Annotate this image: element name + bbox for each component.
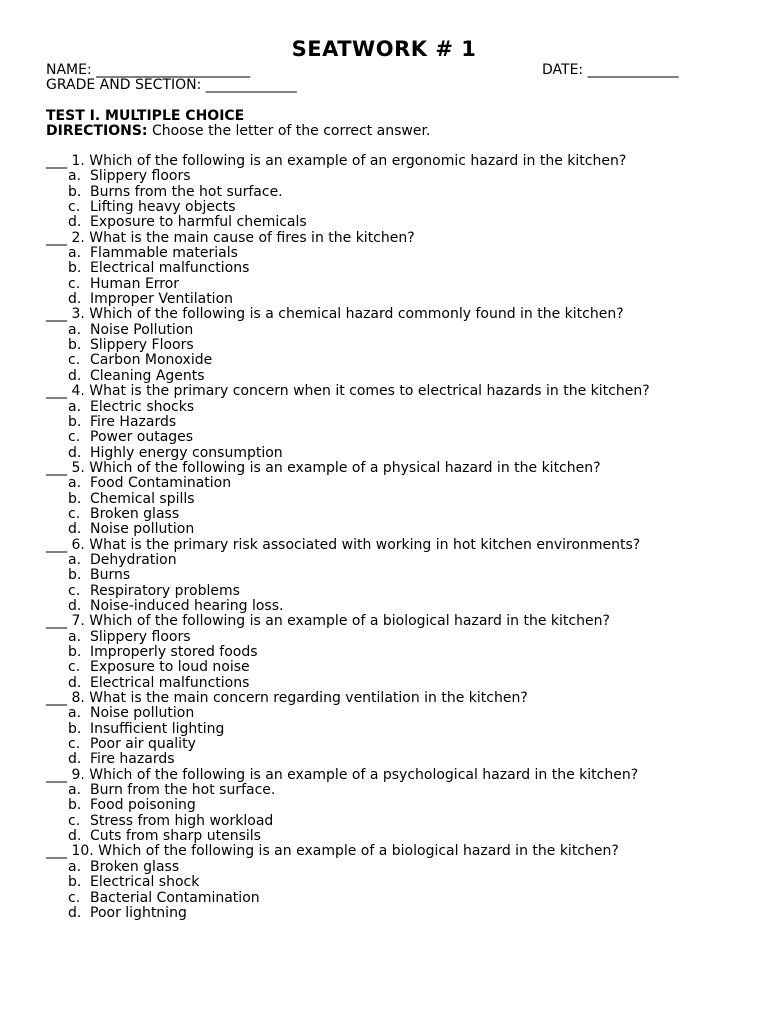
answer-option [46,507,746,522]
directions-text: Choose the letter of the correct answer. [147,123,431,139]
option-letter: d. [68,367,82,384]
answer-option [46,277,746,292]
question-stem: ___ 10. Which of the following is an example of a biological hazard in the kitchen? [46,843,619,860]
option-letter: c. [68,889,81,906]
option-letter: c. [68,275,81,292]
option-text: Broken glass [90,505,180,522]
answer-option [46,338,746,353]
option-text: Lifting heavy objects [90,199,236,216]
answer-option [46,261,746,276]
option-letter: d. [68,444,82,461]
option-text: Broken glass [90,858,180,875]
question-stem: ___ 9. Which of the following is an example of a psychological hazard in the kitchen? [46,766,639,783]
answer-option [46,400,746,415]
date-field-line: DATE: _____________ [542,62,679,78]
answer-option [46,415,746,430]
option-text: Improper Ventilation [90,291,234,308]
option-letter: b. [68,413,82,430]
answer-option [46,860,746,875]
answer-option [46,891,746,906]
option-letter: a. [68,705,82,722]
question-stem: ___ 1. Which of the following is an example of an ergonomic hazard in the kitchen? [46,153,627,169]
option-letter: d. [68,597,82,614]
option-letter: b. [68,337,82,354]
option-text: Noise-induced hearing loss. [90,597,284,614]
option-letter: b. [68,260,82,277]
answer-option [46,369,746,384]
option-letter: a. [68,551,82,568]
option-text: Highly energy consumption [90,444,283,461]
directions [46,123,430,139]
answer-option [46,584,746,599]
option-letter: d. [68,751,82,768]
directions-label: DIRECTIONS: [46,123,148,139]
option-text: Electric shocks [90,398,195,415]
option-letter: c. [68,582,81,599]
option-letter: c. [68,429,81,446]
option-text: Bacterial Contamination [90,889,260,906]
option-letter: a. [68,782,82,799]
option-letter: a. [68,475,82,492]
option-text: Electrical shock [90,874,200,891]
answer-option [46,215,746,230]
option-text: Noise pollution [90,705,195,722]
answer-option [46,430,746,445]
option-text: Respiratory problems [90,582,240,599]
option-letter: c. [68,505,81,522]
option-letter: d. [68,674,82,691]
answer-option [46,722,746,737]
answer-option [46,829,746,844]
option-letter: c. [68,199,81,216]
option-letter: a. [68,398,82,415]
question-stem: ___ 6. What is the primary risk associated with working in hot kitchen environments? [46,536,641,553]
option-text: Food poisoning [90,797,196,814]
option-text: Poor lightning [90,904,187,921]
name-field-line: NAME: ______________________ [46,62,251,78]
option-letter: a. [68,245,82,262]
option-text: Slippery Floors [90,337,194,354]
option-letter: d. [68,828,82,845]
option-text: Flammable materials [90,245,238,262]
option-text: Electrical malfunctions [90,260,250,277]
option-text: Exposure to harmful chemicals [90,214,307,231]
answer-option [46,476,746,491]
option-text: Power outages [90,429,194,446]
option-letter: a. [68,858,82,875]
option-text: Poor air quality [90,736,196,753]
option-text: Slippery floors [90,628,191,645]
option-letter: b. [68,183,82,200]
answer-option [46,568,746,583]
grade-section-field-line: GRADE AND SECTION: _____________ [46,77,297,93]
option-letter: b. [68,490,82,507]
option-text: Carbon Monoxide [90,352,213,369]
option-text: Improperly stored foods [90,644,258,660]
option-text: Fire Hazards [90,413,177,430]
option-letter: b. [68,644,82,660]
answer-option [46,599,746,614]
question-stem: ___ 4. What is the primary concern when it comes to electrical hazards in the kitchen? [46,383,650,400]
question-list [46,154,746,921]
answer-option [46,353,746,368]
option-letter: d. [68,214,82,231]
answer-option [46,553,746,568]
option-text: Slippery floors [90,168,191,185]
question-stem: ___ 3. Which of the following is a chemical hazard commonly found in the kitchen? [46,306,624,323]
answer-option [46,630,746,645]
test-heading: TEST I. MULTIPLE CHOICE [46,108,245,124]
answer-option [46,446,746,461]
answer-option [46,737,746,752]
option-letter: a. [68,321,82,338]
option-letter: c. [68,812,81,829]
answer-option [46,292,746,307]
option-letter: c. [68,352,81,369]
answer-option [46,169,746,184]
option-text: Exposure to loud noise [90,659,250,676]
option-letter: c. [68,736,81,753]
question-stem: ___ 8. What is the main concern regarding ventilation in the kitchen? [46,690,528,707]
answer-option [46,798,746,813]
option-letter: d. [68,521,82,538]
answer-option [46,752,746,767]
answer-option [46,875,746,890]
answer-option [46,676,746,691]
answer-option [46,246,746,261]
option-letter: b. [68,720,82,737]
question-stem: ___ 5. Which of the following is an example of a physical hazard in the kitchen? [46,459,601,476]
answer-option [46,783,746,798]
option-text: Human Error [90,275,180,292]
answer-option [46,185,746,200]
option-letter: a. [68,628,82,645]
option-text: Noise pollution [90,521,195,538]
option-letter: b. [68,874,82,891]
answer-option [46,814,746,829]
option-text: Cuts from sharp utensils [90,828,261,845]
answer-option [46,906,746,921]
option-letter: a. [68,168,82,185]
question-stem: ___ 7. Which of the following is an example of a biological hazard in the kitchen? [46,613,610,630]
page-title: SEATWORK # 1 [291,37,477,61]
option-text: Insufficient lighting [90,720,225,737]
option-letter: b. [68,567,82,584]
option-text: Chemical spills [90,490,195,507]
answer-option [46,200,746,215]
option-text: Stress from high workload [90,812,274,829]
option-text: Cleaning Agents [90,367,205,384]
option-text: Noise Pollution [90,321,194,338]
option-text: Burns from the hot surface. [90,183,283,200]
answer-option [46,660,746,675]
option-text: Food Contamination [90,475,232,492]
answer-option [46,645,746,660]
option-text: Burns [90,567,131,584]
option-letter: d. [68,904,82,921]
option-letter: c. [68,659,81,676]
option-letter: b. [68,797,82,814]
option-letter: d. [68,291,82,308]
option-text: Fire hazards [90,751,175,768]
answer-option [46,522,746,537]
answer-option [46,492,746,507]
option-text: Dehydration [90,551,177,568]
question-stem: ___ 2. What is the main cause of fires in the kitchen? [46,229,415,246]
answer-option [46,323,746,338]
option-text: Burn from the hot surface. [90,782,276,799]
option-text: Electrical malfunctions [90,674,250,691]
answer-option [46,706,746,721]
